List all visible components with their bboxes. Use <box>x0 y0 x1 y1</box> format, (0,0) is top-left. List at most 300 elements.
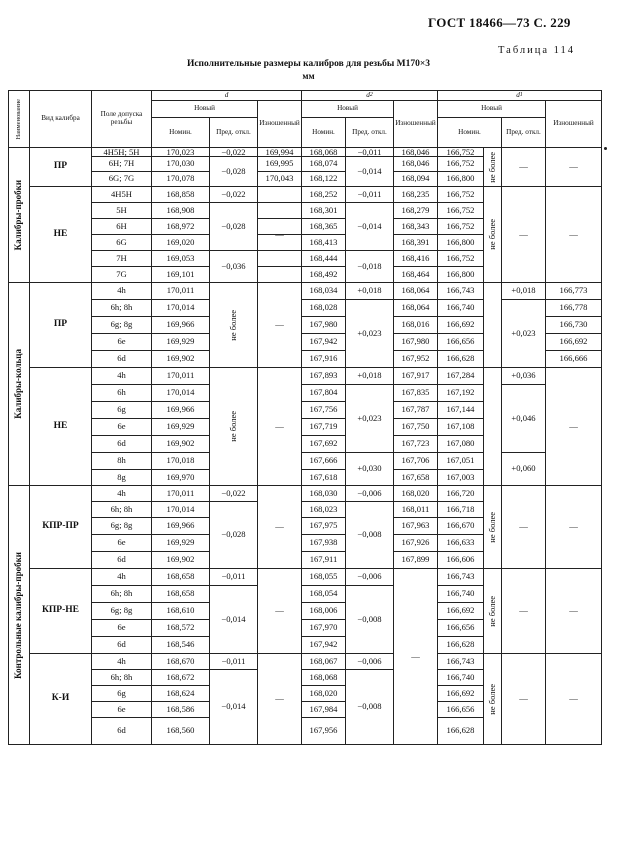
d2-nomin-cell-text: 168,444 <box>309 252 338 263</box>
d2-nomin-cell <box>302 148 346 157</box>
d2-nomin-cell <box>302 603 346 620</box>
field-cell <box>92 486 152 502</box>
type-kpr-pr <box>30 486 92 569</box>
d-nomin-cell-text: 170,011 <box>166 370 195 381</box>
type-kpr-pr-text: КПР-ПР <box>42 521 79 532</box>
d2-nomin-cell <box>302 317 346 334</box>
table-unit: мм <box>302 71 315 81</box>
field-cell-text: 6d <box>117 438 126 449</box>
d-pred-cell-text: −0,028 <box>221 165 246 176</box>
field-cell <box>92 552 152 569</box>
d2-nomin-cell <box>302 368 346 385</box>
type-pr-koltso <box>30 283 92 368</box>
d2-pred-cell <box>346 300 394 368</box>
d-nomin-cell-text: 170,030 <box>166 158 195 169</box>
field-cell-text: 8h <box>117 455 126 466</box>
d1-nomin-cell-text: 167,080 <box>446 438 475 449</box>
d2-nomin-cell-text: 168,023 <box>309 503 338 514</box>
d1-nomin-cell <box>438 402 484 419</box>
d1-pred-dash-text: — <box>519 228 528 239</box>
field-cell-text: 7G <box>116 268 127 279</box>
d2-nomin-cell-text: 167,893 <box>309 370 338 381</box>
d-nomin-cell-text: 170,014 <box>166 302 195 313</box>
ne-bolee-cell <box>484 569 502 654</box>
d1-iznosh-dash <box>546 569 602 654</box>
d1-pred-dash-text: — <box>519 161 528 172</box>
field-cell-text: 6G <box>116 236 127 247</box>
d2-pred-cell-text: −0,008 <box>357 529 382 540</box>
field-cell <box>92 219 152 235</box>
d-nomin-cell <box>152 219 210 235</box>
d2-nomin-cell <box>302 518 346 535</box>
d2-nomin-cell <box>302 620 346 637</box>
d-nomin-cell <box>152 187 210 203</box>
field-cell-text: 4Н5Н; 5Н <box>103 148 140 157</box>
nomin-header-d1-text: Номин. <box>458 127 481 136</box>
d-nomin-cell-text: 170,078 <box>166 173 195 184</box>
d2-nomin-cell <box>302 235 346 251</box>
d-pred-cell-text: −0,011 <box>221 571 246 582</box>
field-cell <box>92 535 152 552</box>
nomin-header-d-text: Номин. <box>169 127 192 136</box>
ne-bolee-cell <box>484 486 502 569</box>
field-cell <box>92 187 152 203</box>
d2-pred-cell-text: −0,006 <box>357 487 382 498</box>
d2-nomin-cell-text: 168,252 <box>309 188 338 199</box>
page-header: ГОСТ 18466—73 С. 229 <box>428 15 571 30</box>
d-nomin-cell-text: 169,929 <box>166 336 195 347</box>
field-cell-text: 6g; 8g <box>110 520 133 531</box>
d2-pred-cell <box>346 251 394 283</box>
d1-nomin-cell <box>438 148 484 157</box>
field-cell-text: 6e <box>117 336 126 347</box>
d2-pred-cell <box>346 203 394 251</box>
d2-pred-cell <box>346 654 394 670</box>
d2-iznosh-cell-text: 168,416 <box>401 252 430 263</box>
d1-nomin-cell <box>438 172 484 187</box>
d2-nomin-cell <box>302 486 346 502</box>
group-kalibry-koltsa-text: Калибры-кольца <box>13 349 24 419</box>
col-vid-header <box>30 90 92 148</box>
d2-nomin-cell <box>302 670 346 686</box>
d1-nomin-cell-text: 166,656 <box>446 622 475 633</box>
d1-pred-cell <box>502 300 546 368</box>
d1-iznosh-cell <box>546 334 602 351</box>
field-cell-text: 6e <box>117 622 126 633</box>
d2-iznosh-cell-text: 167,963 <box>401 520 430 531</box>
field-cell-text: 6g <box>117 404 126 415</box>
d-pred-cell <box>210 569 258 586</box>
d2-pred-cell-text: −0,006 <box>357 655 382 666</box>
d1-pred-dash-text: — <box>519 605 528 616</box>
d-iznosh-dash <box>258 368 302 486</box>
d1-nomin-cell <box>438 569 484 586</box>
d2-iznosh-cell-text: 167,835 <box>401 387 430 398</box>
group-kalibry-probki-text: Калибры-пробки <box>13 179 24 251</box>
field-cell-text: 6g <box>117 687 126 698</box>
d2-iznosh-cell-text: 168,464 <box>401 268 430 279</box>
d2-pred-cell-text: +0,018 <box>357 285 382 296</box>
ne-bolee-cell <box>484 654 502 745</box>
col-d-header-text: d <box>224 90 229 99</box>
d1-iznosh-cell <box>546 283 602 300</box>
d2-nomin-cell <box>302 470 346 486</box>
d2-nomin-cell-text: 167,942 <box>309 639 338 650</box>
field-cell <box>92 502 152 518</box>
d1-nomin-cell <box>438 586 484 603</box>
d-nomin-cell <box>152 267 210 283</box>
type-kpr-ne <box>30 569 92 654</box>
d-nomin-cell <box>152 368 210 385</box>
d1-nomin-cell <box>438 518 484 535</box>
d-pred-cell-text: −0,022 <box>221 148 246 157</box>
d2-iznosh-cell <box>394 203 438 219</box>
d2-nomin-cell <box>302 300 346 317</box>
d2-nomin-cell <box>302 702 346 718</box>
d-nomin-cell <box>152 436 210 453</box>
ne-bolee-cell-text: не более <box>487 683 498 715</box>
d1-pred-cell-text: +0,046 <box>511 412 536 423</box>
d1-pred-cell <box>502 385 546 453</box>
d2-pred-cell <box>346 670 394 745</box>
d1-nomin-cell <box>438 283 484 300</box>
d-nomin-cell <box>152 235 210 251</box>
d-iznosh-dash <box>258 283 302 368</box>
field-cell-text: 4Н5Н <box>110 188 132 199</box>
field-cell-text: 4h <box>117 571 126 582</box>
d1-nomin-cell-text: 166,656 <box>446 336 475 347</box>
d2-nomin-cell-text: 167,618 <box>309 471 338 482</box>
type-ne-probka <box>30 187 92 283</box>
d2-nomin-cell <box>302 251 346 267</box>
d2-nomin-cell <box>302 419 346 436</box>
d1-nomin-cell <box>438 535 484 552</box>
d1-pred-cell-text: +0,023 <box>511 327 536 338</box>
field-cell <box>92 267 152 283</box>
novyi-header-d2 <box>302 101 394 118</box>
d2-iznosh-cell <box>394 235 438 251</box>
d2-iznosh-cell-text: 168,064 <box>401 302 430 313</box>
d2-pred-cell <box>346 385 394 453</box>
d1-nomin-cell <box>438 470 484 486</box>
d1-nomin-cell-text: 166,633 <box>446 537 475 548</box>
d1-nomin-cell <box>438 251 484 267</box>
d1-nomin-cell-text: 167,192 <box>446 387 475 398</box>
d1-nomin-cell-text: 166,670 <box>446 520 475 531</box>
d-nomin-cell-text: 169,970 <box>166 471 195 482</box>
d1-pred-cell <box>502 368 546 385</box>
d2-nomin-cell-text: 168,413 <box>309 236 338 247</box>
d-iznosh-dash <box>258 569 302 654</box>
d-pred-cell <box>210 670 258 745</box>
d2-nomin-cell <box>302 637 346 654</box>
d2-iznosh-cell <box>394 172 438 187</box>
d2-nomin-cell-text: 168,006 <box>309 605 338 616</box>
d1-nomin-cell-text: 166,718 <box>446 503 475 514</box>
d-nomin-cell-text: 168,560 <box>166 725 195 736</box>
field-cell <box>92 317 152 334</box>
field-cell-text: 6Н; 7Н <box>108 158 135 169</box>
d1-nomin-cell-text: 166,752 <box>446 158 475 169</box>
d-nomin-cell <box>152 486 210 502</box>
ne-bolee-cell-text: не более <box>228 309 239 341</box>
novyi-header-d-text: Новый <box>194 104 215 113</box>
d1-nomin-cell-text: 166,752 <box>446 220 475 231</box>
d2-nomin-cell <box>302 172 346 187</box>
d1-nomin-cell-text: 166,720 <box>446 487 475 498</box>
d-iznosh-dash-text: — <box>275 605 284 616</box>
d-pred-cell-text: −0,014 <box>221 613 246 624</box>
d2-pred-cell-text: +0,023 <box>357 327 382 338</box>
d2-iznosh-cell <box>394 453 438 470</box>
d2-nomin-cell-text: 168,034 <box>309 285 338 296</box>
group-kontrolnye-text: Контрольные калибры-пробки <box>13 551 24 679</box>
d2-nomin-cell <box>302 267 346 283</box>
field-cell <box>92 172 152 187</box>
d1-nomin-cell-text: 166,692 <box>446 605 475 616</box>
d2-iznosh-cell <box>394 317 438 334</box>
field-cell-text: 6e <box>117 421 126 432</box>
d1-nomin-cell-text: 166,628 <box>446 725 475 736</box>
field-cell-text: 6h; 8h <box>110 302 133 313</box>
d2-nomin-cell-text: 168,020 <box>309 687 338 698</box>
novyi-header-d <box>152 101 258 118</box>
nomin-header-d <box>152 118 210 148</box>
d2-iznosh-cell <box>394 368 438 385</box>
d1-pred-dash <box>502 187 546 283</box>
field-cell-text: 5Н <box>116 204 127 215</box>
field-cell <box>92 569 152 586</box>
d2-pred-cell <box>346 148 394 157</box>
d2-nomin-cell-text: 168,068 <box>309 671 338 682</box>
type-pr-koltso-text: ПР <box>53 319 68 330</box>
d2-pred-cell <box>346 569 394 586</box>
d2-nomin-cell-text: 167,975 <box>309 520 338 531</box>
d-iznosh-dash <box>258 654 302 745</box>
d-nomin-cell <box>152 203 210 219</box>
d2-iznosh-cell-text: 167,926 <box>401 537 430 548</box>
d2-iznosh-cell-text: 167,723 <box>401 438 430 449</box>
d-nomin-cell <box>152 518 210 535</box>
d1-iznosh-cell-text: 166,666 <box>559 353 588 364</box>
d1-pred-dash-text: — <box>519 521 528 532</box>
d2-pred-cell <box>346 368 394 385</box>
d-iznosh-dash <box>258 187 302 283</box>
field-cell-text: 6g; 8g <box>110 319 133 330</box>
d2-iznosh-cell <box>394 187 438 203</box>
d1-nomin-cell-text: 166,743 <box>446 285 475 296</box>
d2-pred-cell-text: −0,018 <box>357 260 382 271</box>
d-nomin-cell-text: 169,966 <box>166 404 195 415</box>
d1-nomin-cell-text: 166,656 <box>446 703 475 714</box>
d-nomin-cell-text: 169,020 <box>166 236 195 247</box>
d-nomin-cell-text: 169,053 <box>166 252 195 263</box>
d-nomin-cell-text: 170,014 <box>166 503 195 514</box>
d-pred-cell-text: −0,014 <box>221 701 246 712</box>
d-pred-cell <box>210 157 258 187</box>
d-nomin-cell <box>152 385 210 402</box>
field-cell <box>92 470 152 486</box>
d2-iznosh-cell <box>394 402 438 419</box>
d1-nomin-cell <box>438 203 484 219</box>
d-nomin-cell <box>152 172 210 187</box>
col-d2-header <box>302 90 438 101</box>
type-ne-probka-text: НЕ <box>53 228 68 239</box>
d-pred-cell-text: −0,036 <box>221 260 246 271</box>
d2-pred-cell <box>346 502 394 569</box>
d-pred-cell <box>210 203 258 251</box>
d-nomin-cell <box>152 702 210 718</box>
d-nomin-cell <box>152 637 210 654</box>
pred-header-d2 <box>346 118 394 148</box>
d1-iznosh-dash-text: — <box>569 605 578 616</box>
col-pole-header <box>92 90 152 148</box>
d2-iznosh-cell <box>394 385 438 402</box>
d1-nomin-cell <box>438 235 484 251</box>
d1-nomin-cell-text: 166,740 <box>446 588 475 599</box>
d-nomin-cell-text: 170,023 <box>166 148 195 157</box>
d1-iznosh-cell <box>546 300 602 317</box>
d-pred-cell <box>210 502 258 569</box>
d2-iznosh-cell-text: 168,235 <box>401 188 430 199</box>
field-cell <box>92 300 152 317</box>
d1-iznosh-dash <box>546 187 602 283</box>
d2-nomin-cell-text: 167,911 <box>309 554 338 565</box>
d-nomin-cell-text: 169,902 <box>166 554 195 565</box>
d-nomin-cell <box>152 470 210 486</box>
d2-nomin-cell <box>302 586 346 603</box>
d2-nomin-cell-text: 167,970 <box>309 622 338 633</box>
d2-pred-cell <box>346 586 394 654</box>
d2-iznosh-cell-text: 167,658 <box>401 471 430 482</box>
d-iznosh-cell-text: 169,995 <box>265 158 294 169</box>
d-iznosh-cell-text: 170,043 <box>265 173 294 184</box>
iznosh-header-d2-text: Изношенный <box>395 119 436 128</box>
field-cell-text: 6h; 8h <box>110 671 133 682</box>
d1-iznosh-dash <box>546 148 602 187</box>
d1-iznosh-dash <box>546 368 602 486</box>
type-k-i-text: К-И <box>51 693 70 704</box>
d1-pred-dash <box>502 569 546 654</box>
d2-nomin-cell-text: 168,301 <box>309 204 338 215</box>
d-pred-cell <box>210 654 258 670</box>
type-pr-probka <box>30 148 92 187</box>
d-iznosh-dash-text: — <box>275 521 284 532</box>
d1-nomin-cell-text: 167,284 <box>446 370 475 381</box>
field-cell <box>92 654 152 670</box>
field-cell <box>92 402 152 419</box>
d-nomin-cell-text: 168,546 <box>166 639 195 650</box>
d1-pred-cell-text: +0,036 <box>511 370 536 381</box>
d1-nomin-cell <box>438 670 484 686</box>
field-cell-text: 6g; 8g <box>110 605 133 616</box>
d2-nomin-cell <box>302 219 346 235</box>
d2-nomin-cell-text: 167,980 <box>309 319 338 330</box>
d2-nomin-cell-text: 167,942 <box>309 336 338 347</box>
d-nomin-cell-text: 168,624 <box>166 687 195 698</box>
d2-nomin-cell-text: 167,916 <box>309 353 338 364</box>
d2-iznosh-dash-text: — <box>411 650 420 661</box>
d2-pred-cell <box>346 486 394 502</box>
col-naimenovanie-header-text: Наименование <box>15 98 23 140</box>
d2-nomin-cell-text: 167,956 <box>309 725 338 736</box>
field-cell-text: 6e <box>117 703 126 714</box>
d2-iznosh-cell-text: 167,980 <box>401 336 430 347</box>
d2-pred-cell-text: −0,008 <box>357 613 382 624</box>
d2-nomin-cell <box>302 402 346 419</box>
d1-nomin-cell <box>438 686 484 702</box>
field-cell <box>92 670 152 686</box>
d2-iznosh-cell-text: 168,046 <box>401 148 430 157</box>
d1-iznosh-cell-text: 166,778 <box>559 302 588 313</box>
d2-iznosh-cell <box>394 251 438 267</box>
d1-symbol: d <box>516 90 520 99</box>
d2-iznosh-cell <box>394 351 438 368</box>
nomin-header-d1 <box>438 118 502 148</box>
d2-pred-cell-text: −0,014 <box>357 165 382 176</box>
d1-iznosh-cell-text: 166,730 <box>559 319 588 330</box>
d2-pred-cell-text: +0,030 <box>357 463 382 474</box>
d1-nomin-cell <box>438 436 484 453</box>
d2-nomin-cell <box>302 385 346 402</box>
d2-pred-cell <box>346 187 394 203</box>
iznosh-header-d1 <box>546 101 602 148</box>
d2-iznosh-cell <box>394 148 438 157</box>
d-iznosh-dash-text: — <box>275 228 284 239</box>
d-pred-cell-text: −0,011 <box>221 655 246 666</box>
d-nomin-cell <box>152 686 210 702</box>
d2-nomin-cell-text: 167,692 <box>309 438 338 449</box>
field-cell <box>92 702 152 718</box>
col-d-header <box>152 90 302 101</box>
field-cell <box>92 334 152 351</box>
d2-nomin-cell <box>302 351 346 368</box>
d-nomin-cell <box>152 718 210 745</box>
d2-iznosh-cell-text: 168,343 <box>401 220 430 231</box>
d2-iznosh-cell <box>394 470 438 486</box>
d2-nomin-cell-text: 168,030 <box>309 487 338 498</box>
d-iznosh-cell <box>258 172 302 187</box>
d-iznosh-dash <box>258 486 302 569</box>
d2-pred-cell <box>346 157 394 187</box>
field-cell <box>92 637 152 654</box>
d2-nomin-cell <box>302 203 346 219</box>
d-nomin-cell-text: 170,014 <box>166 387 195 398</box>
d2-iznosh-cell-text: 168,094 <box>401 173 430 184</box>
field-cell-text: 6d <box>117 554 126 565</box>
ne-bolee-cell-text: не более <box>487 219 498 250</box>
d1-nomin-cell <box>438 219 484 235</box>
d2-nomin-cell-text: 168,054 <box>309 588 338 599</box>
d-nomin-cell <box>152 552 210 569</box>
d-pred-cell-text: −0,028 <box>221 220 246 231</box>
ne-bolee-cell <box>484 187 502 283</box>
d1-nomin-cell <box>438 419 484 436</box>
d2-pred-cell-text: +0,023 <box>357 412 382 423</box>
d-nomin-cell-text: 169,929 <box>166 421 195 432</box>
iznosh-header-d1-text: Изношенный <box>553 119 594 128</box>
d2-iznosh-dash <box>394 569 438 745</box>
d2-iznosh-cell <box>394 300 438 317</box>
d2-iznosh-cell <box>394 219 438 235</box>
ne-bolee-cell-text: не более <box>228 411 239 442</box>
d2-pred-cell-text: −0,006 <box>357 571 382 582</box>
type-ne-koltso <box>30 368 92 486</box>
d-nomin-cell <box>152 402 210 419</box>
col-vid-header-text: Вид калибра <box>41 114 80 123</box>
field-cell <box>92 686 152 702</box>
field-cell <box>92 603 152 620</box>
